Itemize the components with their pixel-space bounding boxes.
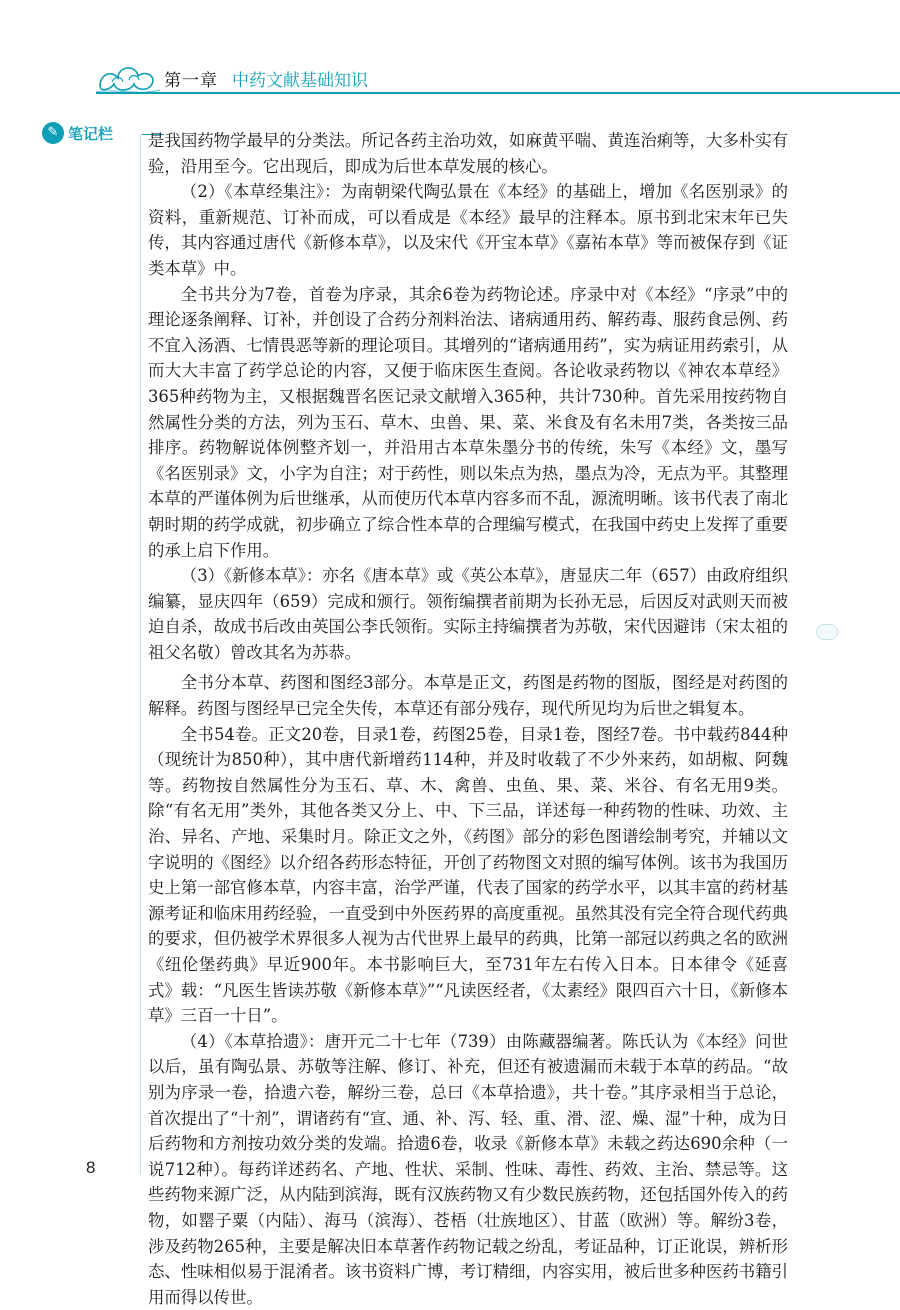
chapter-label: 第一章	[164, 71, 218, 91]
paragraph-3: 全书共分为7卷，首卷为序录，其余6卷为药物论述。序录中对《本经》“序录”中的理论逐条阐释、订补，并创设了合药分剂料治法、诸病通用药、解药毒、服药食忌例、药不宜入汤酒、七情畏恶等新的理论项目。其增列的“诸病通用药”，实为病证用药索引，从而大大丰富了药学总论的内容，又便于临床医生查阅。各论收录药物以《神农本草经》365种药物为主，又根据魏晋名医记录文献增入365种，共计730种。首先采用按药物自然属性分类的方法，列为玉石、草木、虫兽、果、菜、米食及有名未用7类，各类按三品排序。药物解说体例整齐划一，并沿用古本草朱墨分书的传统，朱写《本经》文，墨写《名医别录》文，小字为自注；对于药性，则以朱点为热，墨点为冷，无点为平。其整理本草的严谨体例为后世继承，从而使历代本草内容多而不乱，源流明晰。该书代表了南北朝时期的药学成就，初步确立了综合性本草的合理编写模式，在我国中药史上发挥了重要的承上启下作用。	[148, 284, 788, 560]
chapter-title: 中药文献基础知识	[232, 71, 368, 91]
paragraph-2: （2）《本草经集注》：为南朝梁代陶弘景在《本经》的基础上，增加《名医别录》的资料，重新规范、订补而成，可以看成是《本经》最早的注释本。原书到北宋末年已失传，其内容通过唐代《新修本草》，以及宋代《开宝本草》《嘉祐本草》等而被保存到《证类本草》中。	[148, 182, 788, 278]
notes-margin-line	[140, 134, 141, 1174]
page-number: 8	[86, 1158, 96, 1177]
cloud-ornament-icon	[96, 52, 160, 96]
body-text	[148, 128, 788, 1310]
paragraph-1: 是我国药物学最早的分类法。所记各药主治功效，如麻黄平喘、黄连治痢等，大多朴实有验，沿用至今。它出现后，即成为后世本草发展的核心。	[148, 131, 788, 176]
notes-column-tab	[42, 120, 162, 150]
page-header	[0, 0, 900, 110]
paragraph-5: 全书分本草、药图和图经3部分。本草是正文，药图是药物的图版，图经是对药图的解释。药图与图经早已完全失传，本草还有部分残存，现代所见均为后世之辑复本。	[148, 673, 788, 719]
pencil-icon: ✎	[42, 122, 64, 144]
header-rule	[96, 92, 900, 94]
margin-cloud-icon	[816, 624, 838, 640]
paragraph-4: （3）《新修本草》：亦名《唐本草》或《英公本草》，唐显庆二年（657）由政府组织编纂，显庆四年（659）完成和颁行。领衔编撰者前期为长孙无忌，后因反对武则天而被迫自杀，故成书后改由英国公李氏领衔。实际主持编撰者为苏敬，宋代因避讳（宋太祖的祖父名敬）曾改其名为苏恭。	[148, 566, 788, 662]
paragraph-6: 全书54卷。正文20卷，目录1卷，药图25卷，目录1卷，图经7卷。书中载药844种（现统计为850种），其中唐代新增药114种，并及时收载了不少外来药，如胡椒、阿魏等。药物按自然属性分为玉石、草、木、禽兽、虫鱼、果、菜、米谷、有名无用9类。除“有名无用”类外，其他各类又分上、中、下三品，详述每一种药物的性味、功效、主治、异名、产地、采集时月。除正文之外，《药图》部分的彩色图谱绘制考究，并辅以文字说明的《图经》以介绍各药形态特征，开创了药物图文对照的编写体例。该书为我国历史上第一部官修本草，内容丰富，治学严谨，代表了国家的药学水平，以其丰富的药材基源考证和临床用药经验，一直受到中外医药界的高度重视。虽然其没有完全符合现代药典的要求，但仍被学术界很多人视为古代世界上最早的药典，比第一部冠以药典之名的欧洲《纽伦堡药典》早近900年。本书影响巨大，至731年左右传入日本。日本律令《延喜式》载：“凡医生皆读苏敬《新修本草》”“凡读医经者，《太素经》限四百六十日，《新修本草》三百一十日”。	[148, 724, 788, 1026]
notes-label: 笔记栏	[68, 125, 114, 143]
paragraph-7: （4）《本草拾遗》：唐开元二十七年（739）由陈藏器编著。陈氏认为《本经》问世以后，虽有陶弘景、苏敬等注解、修订、补充，但还有被遗漏而未载于本草的药品。“故别为序录一卷，拾遗六卷，解纷三卷，总曰《本草拾遗》，共十卷。”其序录相当于总论，首次提出了“十剂”，谓诸药有“宣、通、补、泻、轻、重、滑、涩、燥、湿”十种，成为日后药物和方剂按功效分类的发端。拾遗6卷，收录《新修本草》未载之药达690余种（一说712种）。每药详述药名、产地、性状、采制、性味、毒性、药效、主治、禁忌等。这些药物来源广泛，从内陆到滨海，既有汉族药物又有少数民族药物，还包括国外传入的药物，如罂子粟（内陆）、海马（滨海）、苍梧（壮族地区）、甘蓝（欧洲）等。解纷3卷，涉及药物265种，主要是解决旧本草著作药物记载之纷乱，考证品种，订正讹误，辨析形态、性味相似易于混淆者。该书资料广博，考订精细，内容实用，被后世多种医药书籍引用而得以传世。	[148, 1031, 788, 1307]
